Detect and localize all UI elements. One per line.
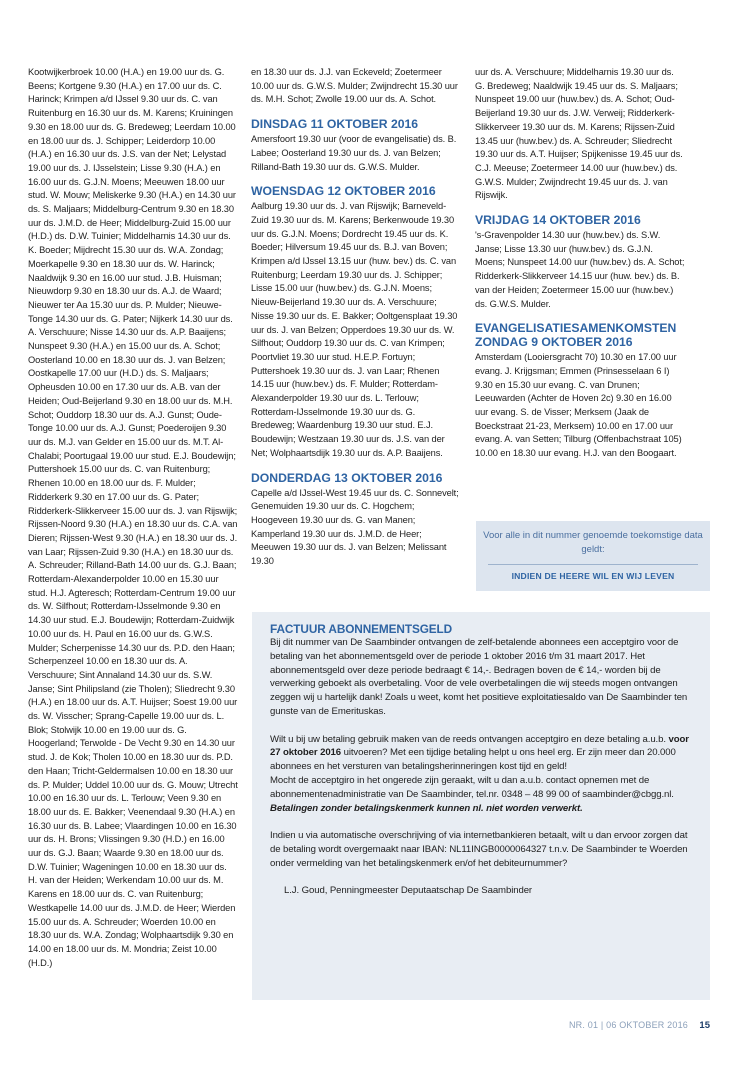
invoice-deadline: voor 27 oktober 2016	[270, 733, 689, 759]
section-text: Capelle a/d IJssel-West 19.45 uur ds. C. Sonnevelt; Genemuiden 19.30 uur ds. C. Hogchem; Hoogeveen 19.30 uur ds. G. van Manen; Kamperland 19.30 uur ds. J.M.D. de Heer; Meeuwen 19.30 uur ds. J. van Belzen; Melissant 19.30	[251, 487, 459, 567]
section-heading: EVANGELISATIESAMENKOMSTEN ZONDAG 9 OKTOBER 2016	[475, 321, 677, 350]
invoice-paragraph-2	[270, 733, 692, 774]
notice-divider	[488, 564, 698, 565]
column-2	[251, 66, 461, 569]
invoice-p2-end: uitvoeren? Met een tijdige betaling helpt u ons heel erg. Er zijn meer dan 20.000 abonnees en het versturen van betalingsherinneringen kost tijd en geld!	[270, 747, 676, 773]
section-heading: WOENSDAG 12 OKTOBER 2016	[251, 184, 436, 199]
section-text: 's-Gravenpolder 14.30 uur (huw.bev.) ds. S.W. Janse; Lisse 13.30 uur (huw.bev.) ds. G.J.N. Moens; Nunspeet 14.00 uur (huw.bev.) ds. A. Schot; Ridderkerk-Slikkerveer 14.15 uur (huw. bev.) ds. B. van der Heiden; Zoetermeer 15.00 uur (huw.bev.) ds. G.W.S. Mulder.	[475, 230, 685, 309]
section-heading: DONDERDAG 13 OKTOBER 2016	[251, 470, 443, 485]
section-heading: VRIJDAG 14 OKTOBER 2016	[475, 213, 641, 228]
section-evangelisatie	[475, 321, 685, 461]
invoice-paragraph-4: Indien u via automatische overschrijving of via internetbankieren betaalt, wilt u dan ervoor zorgen dat de betaling wordt overgemaakt naar IBAN: NL11INGB0000064327 t.n.v. De Saambinder te Woerden onder vermelding van het betalingskenmerk en/of het debiteurnummer?	[270, 830, 688, 869]
page-number: 15	[699, 1020, 710, 1031]
section-heading: DINSDAG 11 OKTOBER 2016	[251, 117, 419, 132]
column-2-intro: en 18.30 uur ds. J.J. van Eckeveld; Zoetermeer 10.00 uur ds. G.W.S. Mulder; Zwijndrecht 15.30 uur ds. M.H. Schot; Zwolle 19.00 uur ds. A. Schot.	[251, 67, 458, 105]
invoice-heading: FACTUUR ABONNEMENTSGELD	[270, 622, 453, 636]
section-text: Aalburg 19.30 uur ds. J. van Rijswijk; Barneveld-Zuid 19.30 uur ds. M. Karens; Berkenwoude 19.30 uur ds. G.J.N. Moens; Dordrecht 19.45 uur ds. K. Boeder; Hilversum 19.45 uur ds. B.J. van Boven; Krimpen a/d IJssel 13.15 uur (huw. bev.) ds. C. van Ruitenburg; Leerdam 19.30 uur ds. J. Schipper; Lisse 15.00 uur (huw.bev.) ds. G.J.N. Moens; Nieuw-Beijerland 19.30 uur ds. A. Verschuure; Nisse 19.30 uur ds. E. Bakker; Ooltgensplaat 19.30 uur ds. J. van Belzen; Opperdoes 19.30 uur ds. W. Silfhout; Ouddorp 19.30 uur ds. C. van Krimpen; Poortvliet 19.30 uur stud. H.E.P. Fortuyn; Puttershoek 19.30 uur ds. J. van Laar; Rhenen 14.15 uur (huw.bev.) ds. F. Mulder; Rotterdam-Alexanderpolder 19.30 uur ds. L. Terlouw; Rotterdam-IJsselmonde 19.30 uur ds. G. Bredeweg; Waardenburg 19.30 uur stud. E.J. Boudewijn; Westzaan 19.30 uur ds. J.S. van der Net; Wolphaartsdijk 19.30 uur ds. A.P. Baaijens.	[251, 201, 458, 458]
invoice-p2-start: Wilt u bij uw betaling gebruik maken van de reeds ontvangen acceptgiro en deze betaling a.u.b.	[270, 733, 669, 745]
section-donderdag	[251, 471, 461, 569]
issue-label: NR. 01 | 06 OKTOBER 2016	[568, 1020, 688, 1030]
notice-text: Voor alle in dit nummer genoemde toekomstige data geldt:	[483, 530, 703, 555]
section-text: Amersfoort 19.30 uur (voor de evangelisatie) ds. B. Labee; Oosterland 19.30 uur ds. J. van Belzen; Rilland-Bath 19.30 uur ds. G.W.S. Mulder.	[251, 134, 457, 172]
invoice-signature: L.J. Goud, Penningmeester Deputaatschap De Saambinder	[284, 885, 533, 897]
section-dinsdag	[251, 117, 461, 174]
invoice-paragraph-1: Bij dit nummer van De Saambinder ontvangen de zelf-betalende abonnees een acceptgiro voor de betaling van het abonnementsgeld over de periode 1 oktober 2016 t/m 31 maart 2017. Het abonnementsgeld over deze periode bedraagt € 14,-. Bedragen boven de € 14,- worden bij de verwerking geboekt als overbetaling. Voor de vele overbetalingen die wij steeds mogen ontvangen zeggen wij u hartelijk dank! Zoals u weet, komt het positieve exploitatiesaldo van De Saambinder ten gunste van de Emerituskas.	[270, 637, 688, 717]
section-woensdag	[251, 184, 461, 460]
notice-bold-text: INDIEN DE HEERE WIL EN WIJ LEVEN	[511, 571, 675, 581]
invoice-p3-start: Mocht de acceptgiro in het ongerede zijn geraakt, wilt u dan a.u.b. contact opnemen met de abonnementenadministratie van De Saambinder, tel.nr. 0348 – 48 99 00 of saambinder@cbgg.nl.	[270, 774, 674, 800]
page-footer	[0, 1020, 738, 1034]
notice-box	[476, 521, 710, 591]
column-3-intro: uur ds. A. Verschuure; Middelharnis 19.30 uur ds. G. Bredeweg; Naaldwijk 19.45 uur ds. S. Maljaars; Nunspeet 19.00 uur (huw.bev.) ds. A. Schot; Oud-Beijerland 19.30 uur ds. J.W. Verweij; Ridderkerk-Slikkerveer 19.30 uur ds. M. Karens; Rijssen-Zuid 13.45 uur (huw.bev.) ds. A. Schreuder; Sliedrecht 19.30 uur ds. A.T. Huijser; Spijkenisse 19.45 uur ds. C.J. Meeuse; Zoetermeer 14.00 uur (huw.bev.) ds. G.W.S. Mulder; Zwijndrecht 19.45 uur ds. J. van Rijswijk.	[475, 67, 683, 201]
invoice-box	[252, 612, 710, 1000]
invoice-warning: Betalingen zonder betalingskenmerk kunnen nl. niet worden verwerkt.	[270, 802, 583, 814]
section-text: Amsterdam (Looiersgracht 70) 10.30 en 17.00 uur evang. J. Krijgsman; Emmen (Prinsesselaan 6 I) 9.30 en 15.30 uur evang. C. van Drunen; Leeuwarden (Achter de Hoven 2c) 9.30 en 16.00 uur evang. S. de Visser; Merksem (Jaak de Boeckstraat 21-23, Merksem) 10.00 en 17.00 uur evang. A. van Setten; Tilburg (Offenbachstraat 105) 10.00 en 18.30 uur evang. H.J. van den Boogaart.	[475, 352, 682, 459]
column-3	[475, 66, 685, 461]
column-1-text: Kootwijkerbroek 10.00 (H.A.) en 19.00 uur ds. G. Beens; Kortgene 9.30 (H.A.) en 17.00 uur ds. C. Harinck; Krimpen a/d IJssel 9.30 uur ds. C. van Ruitenburg en 16.30 uur ds. M. Karens; Kruiningen 9.30 en 18.00 uur ds. G. Bredeweg; Leerdam 10.00 en 18.00 uur ds. J. Schipper; Leiderdorp 10.00 (H.A.) en 16.30 uur ds. J.S. van der Net; Lelystad 19.00 uur ds. J. IJsselstein; Lisse 9.30 (H.A.) en 16.00 uur ds. G.J.N. Moens; Meeuwen 18.00 uur stud. W. Mouw; Meliskerke 9.30 (H.A.) en 14.30 uur ds. S. Maljaars; Middelburg-Centrum 9.30 en 18.30 uur ds. J.M.D. de Heer; Middelburg-Zuid 15.00 uur (H.D.) ds. D.W. Tuinier; Middelharnis 14.30 uur ds. K. Boeder; Mijdrecht 15.30 uur ds. W.A. Zondag; Moerkapelle 9.30 en 18.30 uur ds. W. Harinck; Naaldwijk 9.30 en 16.00 uur stud. J.B. Huisman; Nieuwdorp 9.30 en 18.30 uur ds. A.J. de Waard; Nieuwer ter Aa 15.30 uur ds. P. Mulder; Nieuwe-Tonge 14.30 uur ds. G. Pater; Nijkerk 14.30 uur ds. A. Verschuure; Nisse 14.30 uur ds. A.P. Baaijens; Nunspeet 9.30 (H.A.) en 15.00 uur ds. A. Schot; Oosterland 10.00 en 18.30 uur ds. J. van Belzen; Oostkapelle 17.00 uur (H.D.) ds. S. Maljaars; Opheusden 10.00 en 17.30 uur ds. A.B. van der Heiden; Oud-Beijerland 9.30 en 18.00 uur ds. M.H. Schot; Ouddorp 18.30 uur ds. A.J. Gunst; Oude-Tonge 10.00 uur ds. A.J. Gunst; Poederoijen 9.30 uur ds. M.J. van Gelder en 15.00 uur ds. M.T. Al-Chalabi; Poortugaal 19.00 uur stud. E.J. Boudewijn; Puttershoek 15.00 uur ds. C. van Ruitenburg; Rhenen 10.00 en 18.00 uur ds. F. Mulder; Ridderkerk 9.30 en 17.00 uur ds. G. Pater; Ridderkerk-Slikkerveer 15.00 uur ds. J. van Rijswijk; Rijssen-Noord 9.30 (H.A.) en 18.30 uur ds. C.A. van Dieren; Rijssen-West 9.30 (H.A.) en 18.30 uur ds. J. van Laar; Rijssen-Zuid 9.30 (H.A.) en 18.30 uur ds. A. Schreuder; Rilland-Bath 14.00 uur ds. G.J. Baan; Rotterdam-Alexanderpolder 10.00 en 15.30 uur stud. H.J. Agteresch; Rotterdam-Centrum 19.00 uur ds. W. Silfhout; Rotterdam-IJsselmonde 9.30 en 14.30 uur stud. E.J. Boudewijn; Rotterdam-Zuidwijk 10.00 uur ds. H. Paul en 16.00 uur ds. G.W.S. Mulder; Scherpenisse 14.30 uur ds. P.D. den Haan; Scherpenzeel 10.00 en 18.30 uur ds. A. Verschuure; Sint Annaland 14.30 uur ds. S.W. Janse; Sint Philipsland (zie Tholen); Sliedrecht 9.30 (H.A.) en 18.00 uur ds. A.T. Huijser; Soest 19.00 uur ds. W. Visscher; Sprang-Capelle 19.00 uur ds. L. Blok; Stolwijk 10.00 en 19.00 uur ds. G. Hoogerland; Terwolde - De Vecht 9.30 en 14.30 uur stud. J. de Kok; Tholen 10.00 en 18.30 uur ds. P.D. den Haan; Tricht-Geldermalsen 10.00 en 18.30 uur ds. P. Mulder; Uddel 10.00 uur ds. G. Mouw; Utrecht 10.00 en 16.30 uur ds. L. Terlouw; Veen 9.30 en 18.00 uur ds. E. Bakker; Veenendaal 9.30 (H.A.) en 16.30 uur ds. B. Labee; Vlaardingen 10.00 en 16.30 uur ds. H. Brons; Vlissingen 9.30 (H.D.) en 16.00 uur ds. G.J. Baan; Waarde 9.30 en 18.00 uur ds. D.W. Tuinier; Wageningen 10.00 en 18.30 uur ds. H. van der Heiden; Werkendam 10.00 uur ds. M. Karens en 18.00 uur ds. C. van Ruitenburg; Westkapelle 14.00 uur ds. J.M.D. de Heer; Wierden 15.00 uur ds. A. Schreuder; Woerden 10.00 en 18.30 uur ds. W.A. Zondag; Wolphaartsdijk 9.30 en 14.00 en 18.00 uur ds. M. Mondria; Zeist 10.00 (H.D.)	[28, 67, 238, 968]
column-1	[28, 66, 238, 970]
invoice-paragraph-3	[270, 774, 692, 815]
section-vrijdag	[475, 213, 685, 311]
